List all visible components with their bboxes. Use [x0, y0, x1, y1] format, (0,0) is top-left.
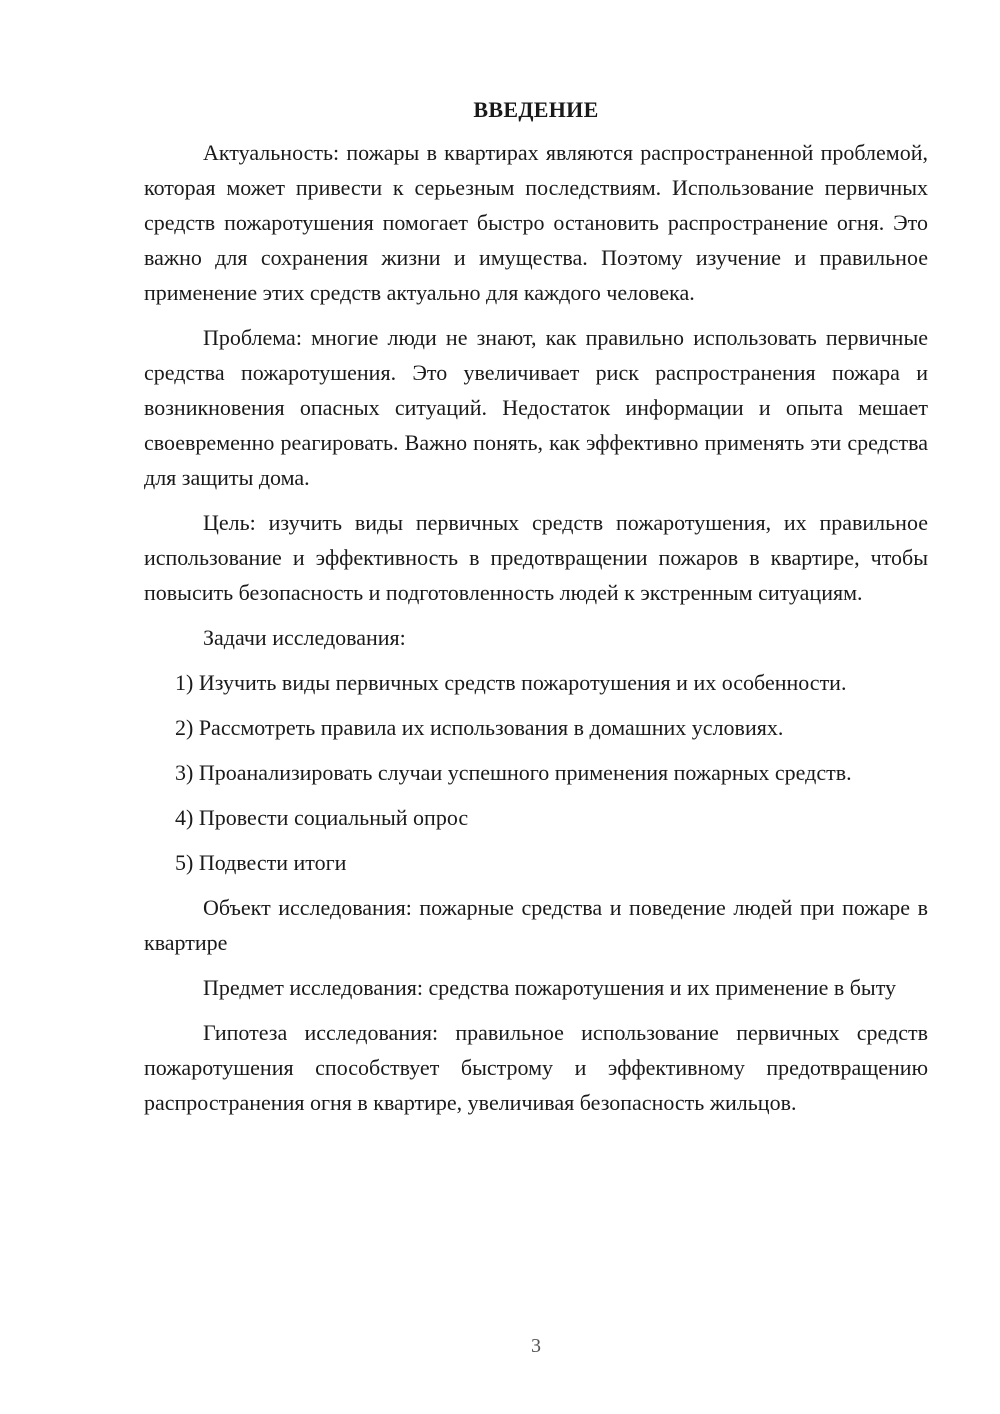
- task-item-5: 5) Подвести итоги: [175, 850, 347, 875]
- task-item-2: 2) Рассмотреть правила их использования в домашних условиях.: [175, 715, 784, 740]
- task-item-4: 4) Провести социальный опрос: [175, 805, 469, 830]
- task-item-1: 1) Изучить виды первичных средств пожаротушения и их особенности.: [175, 670, 847, 695]
- page-title: ВВЕДЕНИЕ: [473, 97, 599, 122]
- paragraph-relevance: Актуальность: пожары в квартирах являются распространенной проблемой, которая может привести к серьезным последствиям. Использование первичных средств пожаротушения помогает быстро остановить распространение огня. Это важно для сохранения жизни и имущества. Поэтому изучение и правильное применение этих средств актуально для каждого человека.: [144, 140, 928, 305]
- page-content: [144, 95, 928, 1130]
- paragraph-subject: Предмет исследования: средства пожаротушения и их применение в быту: [203, 975, 897, 1000]
- paragraph-goal: Цель: изучить виды первичных средств пожаротушения, их правильное использование и эффективность в предотвращении пожаров в квартире, чтобы повысить безопасность и подготовленность людей к экстренным ситуациям.: [144, 510, 928, 605]
- page-number: 3: [531, 1335, 541, 1357]
- paragraph-problem: Проблема: многие люди не знают, как правильно использовать первичные средства пожаротушения. Это увеличивает риск распространения пожара и возникновения опасных ситуаций. Недостаток информации и опыта мешает своевременно реагировать. Важно понять, как эффективно применять эти средства для защиты дома.: [144, 325, 928, 490]
- task-item-3: 3) Проанализировать случаи успешного применения пожарных средств.: [175, 760, 852, 785]
- paragraph-object: Объект исследования: пожарные средства и поведение людей при пожаре в квартире: [144, 895, 928, 955]
- paragraph-hypothesis: Гипотеза исследования: правильное использование первичных средств пожаротушения способствует быстрому и эффективному предотвращению распространения огня в квартире, увеличивая безопасность жильцов.: [144, 1020, 928, 1115]
- tasks-heading: Задачи исследования:: [203, 625, 406, 650]
